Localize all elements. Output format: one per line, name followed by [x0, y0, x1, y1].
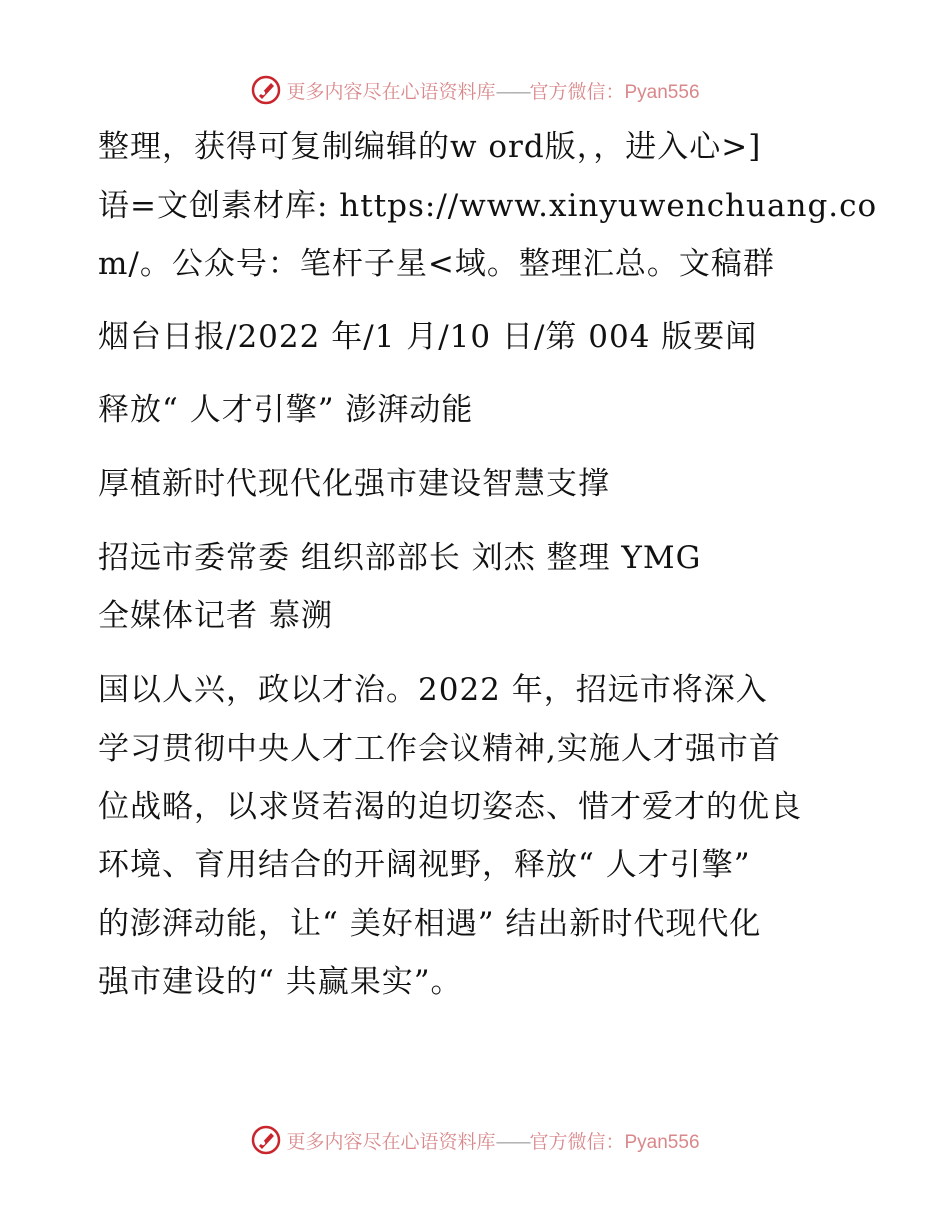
banner-wechat-id: Pyan556	[624, 81, 700, 103]
banner-title: 更多内容尽在心语资料库	[286, 80, 496, 103]
subheadline: 厚植新时代现代化强市建设智慧支撑	[98, 466, 610, 502]
body-line-5: 的澎湃动能，让“ 美好相遇” 结出新时代现代化	[98, 906, 762, 942]
banner-wechat-label: 官方微信：	[529, 1130, 625, 1153]
headline: 释放“ 人才引擎” 澎湃动能	[98, 392, 474, 428]
body-line-3: 位战略，以求贤若渴的迫切姿态、惜才爱才的优良	[98, 789, 802, 825]
source-line: 烟台日报/2022 年/1 月/10 日/第 004 版要闻	[98, 319, 758, 355]
banner-dash: ——	[495, 80, 530, 103]
byline-line-2: 全媒体记者 慕溯	[98, 598, 333, 634]
body-line-4: 环境、育用结合的开阔视野，释放“ 人才引擎”	[98, 847, 751, 883]
intro-line-3: m/。公众号：笔杆子星<域。整理汇总。文稿群	[98, 246, 775, 282]
top-banner	[0, 70, 950, 110]
bottom-banner	[0, 1120, 950, 1160]
body-line-6: 强市建设的“ 共赢果实”。	[98, 964, 463, 1000]
body-line-1: 国以人兴，政以才治。2022 年，招远市将深入	[98, 672, 768, 708]
body-line-2: 学习贯彻中央人才工作会议精神,实施人才强市首	[98, 731, 781, 767]
intro-line-1: 整理，获得可复制编辑的w ord版，，进入心>]	[98, 129, 762, 165]
banner-title: 更多内容尽在心语资料库	[286, 1130, 496, 1153]
banner-dash: ——	[495, 1130, 530, 1153]
banner-wechat-label: 官方微信：	[529, 80, 625, 103]
xinyu-logo-icon	[250, 74, 282, 106]
byline-line-1: 招远市委常委 组织部部长 刘杰 整理 YMG	[98, 540, 702, 576]
xinyu-logo-icon	[250, 1124, 282, 1156]
intro-line-2: 语=文创素材库: https://www.xinyuwenchuang.co	[98, 188, 878, 224]
banner-wechat-id: Pyan556	[624, 1131, 700, 1153]
